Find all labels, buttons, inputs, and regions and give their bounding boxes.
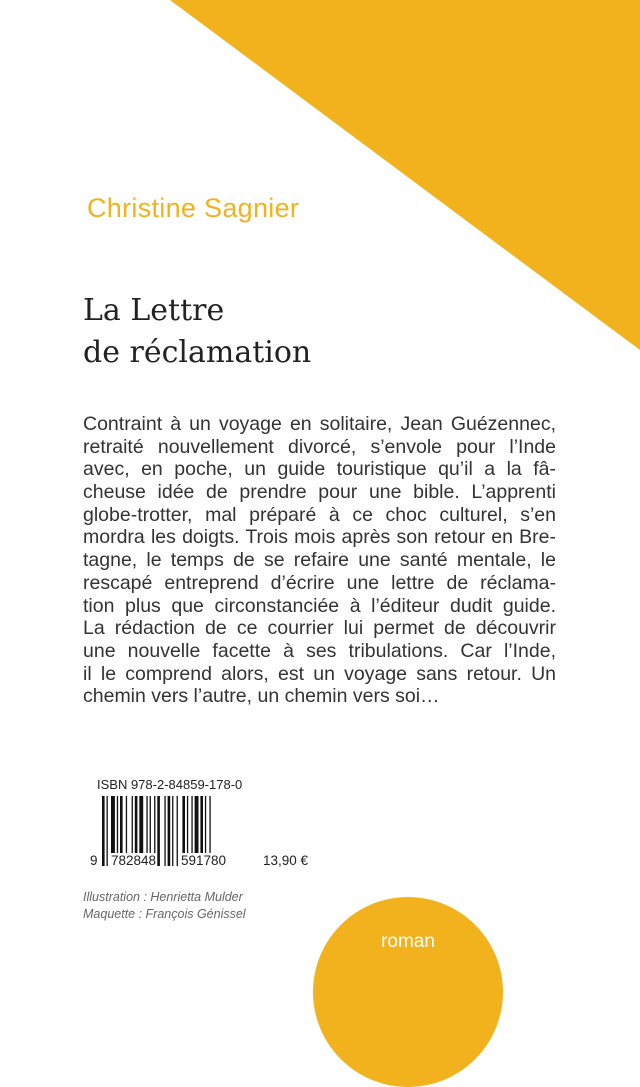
blurb-line: chemin vers l’autre, un chemin vers soi… [83,685,440,708]
barcode-digits-right: 591780 [181,853,227,868]
barcode-bar [177,796,178,866]
blurb-line: cheuse idée de prendre pour une bible. L’apprenti [83,481,556,504]
blurb-line: La rédaction de ce courrier lui permet de découvrir [83,617,556,640]
blurb-line: globe-trotter, mal préparé à ce choc culturel, s’en [83,503,556,526]
blurb-line: retraité nouvellement divorcé, s’envole pour l’Inde [83,435,556,458]
layout-credit: Maquette : François Génissel [83,907,246,921]
barcode-bar [107,796,108,866]
barcode-bar [168,796,171,866]
blurb-line: tagne, le temps de se refaire une santé mentale, le [83,549,556,572]
barcode-digit: 9 [90,853,98,868]
author-name: Christine Sagnier [87,193,300,223]
blurb-line: avec, en poche, un guide touristique qu’il a la fâ- [83,458,556,481]
barcode-bar [172,796,173,866]
blurb-line: tion plus que circonstanciée à l’éditeur dudit guide. [83,594,556,617]
genre-label: roman [381,931,435,952]
barcode-bar [157,796,160,866]
blurb-line: une nouvelle facette à ses tribulations. Car l’Inde, [83,639,556,662]
blurb-line: Contraint à un voyage en solitaire, Jean Guézennec, [83,413,556,435]
illustration-credit: Illustration : Henrietta Mulder [83,890,243,904]
blurb [83,413,556,708]
barcode-bar [102,796,105,866]
isbn-label: ISBN 978-2-84859-178-0 [97,777,243,792]
blurb-line: mordra les doigts. Trois mois après son retour en Bre- [83,526,556,549]
title-line: La Lettre [83,293,225,328]
blurb-line: rescapé entreprend d’écrire une lettre de réclama- [83,571,556,594]
barcode-digits-left: 782848 [111,853,157,868]
title-line: de réclamation [83,335,312,370]
barcode-bar [164,796,165,866]
blurb-line: il le comprend alors, est un voyage sans retour. Un [83,662,556,685]
credits [83,889,246,923]
book-title [83,290,311,374]
price: 13,90 € [263,853,309,868]
genre-circle [313,897,503,1087]
